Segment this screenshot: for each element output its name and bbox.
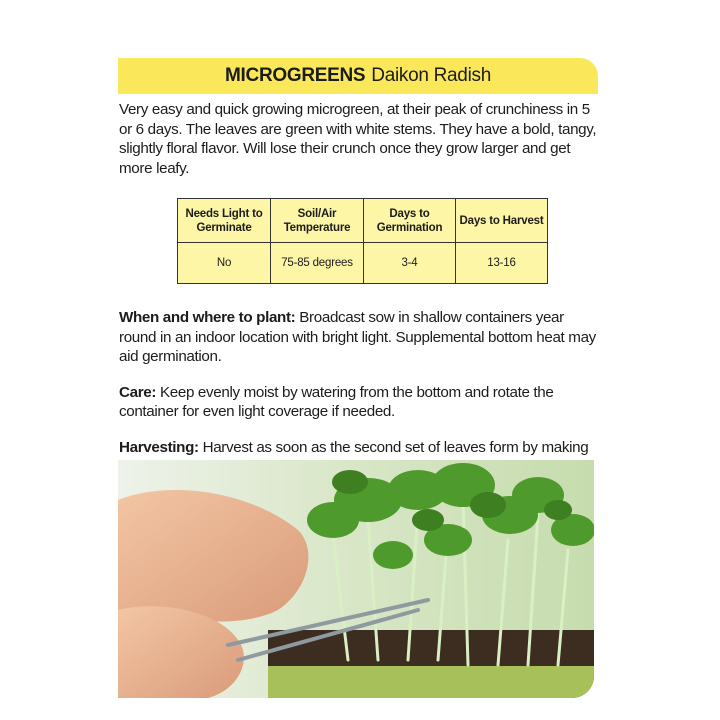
intro-paragraph: Very easy and quick growing microgreen, at their peak of crunchiness in 5 or 6 days. The leaves are green with white stems. They have a bold, tangy, slightly floral flavor. Will lose their crunch once they grow larger and get more leafy.	[119, 101, 597, 177]
table-header-row	[178, 199, 548, 243]
table-row	[178, 243, 548, 284]
care-section	[119, 383, 598, 422]
title-category: MICROGREENS	[225, 65, 366, 86]
header-temperature: Soil/Air Temperature	[271, 199, 364, 243]
harvest-photo-illustration	[118, 460, 594, 698]
harvesting-text: Harvest as soon as the second set of leaves form by making	[202, 438, 589, 456]
title-variety: Daikon Radish	[371, 65, 491, 86]
title-banner	[118, 58, 598, 94]
planting-section	[119, 308, 598, 367]
header-harvest: Days to Harvest	[456, 199, 548, 243]
seed-packet-back	[118, 58, 598, 477]
header-germination: Days to Germination	[364, 199, 456, 243]
care-label: Care:	[119, 383, 157, 401]
header-light: Needs Light to Germinate	[178, 199, 271, 243]
cell-harvest: 13-16	[456, 243, 548, 284]
cell-germination: 3-4	[364, 243, 456, 284]
care-text: Keep evenly moist by watering from the bottom and rotate the container for even light coverage if needed.	[119, 383, 554, 420]
planting-text: Broadcast sow in shallow containers year round in an indoor location with bright light. Supplemental bottom heat may aid germination.	[119, 309, 596, 365]
harvest-photo	[118, 460, 594, 698]
cell-temperature: 75-85 degrees	[271, 243, 364, 284]
planting-label: When and where to plant:	[119, 309, 296, 326]
growing-specs-table	[177, 198, 548, 284]
harvesting-label: Harvesting:	[119, 438, 199, 456]
cell-light: No	[178, 243, 271, 284]
